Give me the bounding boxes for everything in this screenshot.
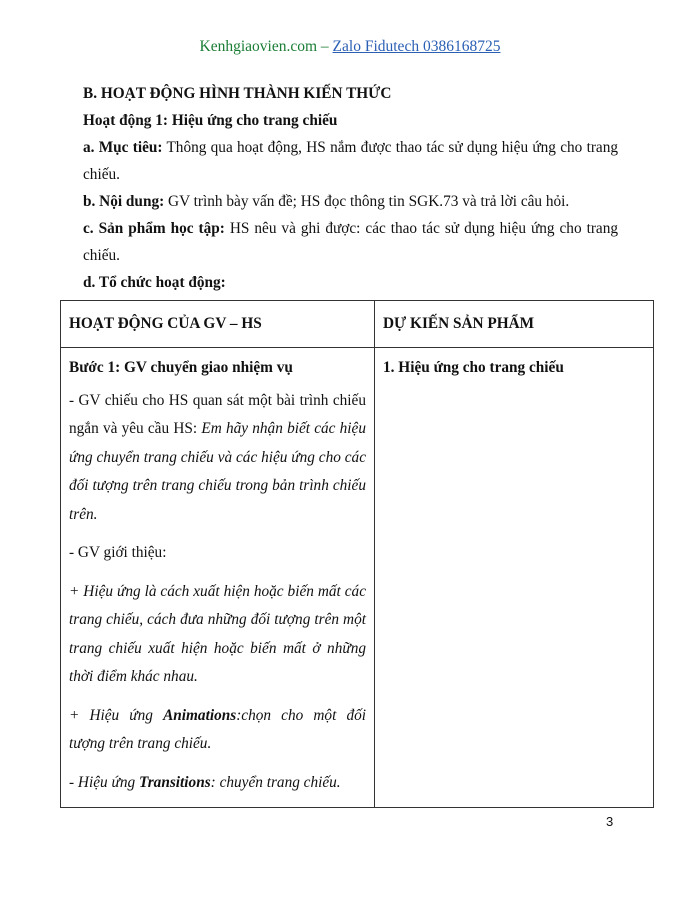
- transitions-prefix: - Hiệu ứng: [69, 773, 139, 791]
- intro-paragraph: - GV giới thiệu:: [69, 544, 167, 561]
- page-number: 3: [606, 814, 614, 829]
- table-header-product: DỰ KIẾN SẢN PHẨM: [375, 301, 654, 348]
- product-paragraph: [83, 215, 618, 269]
- goal-label: a. Mục tiêu:: [83, 139, 163, 156]
- task-paragraph: [69, 387, 366, 530]
- effect-definition: [69, 578, 366, 692]
- product-label: c. Sản phẩm học tập:: [83, 220, 225, 237]
- task-question: Em hãy nhận biết các hiệu ứng chuyển trang chiếu và các hiệu ứng cho các đối tượng trên trang chiếu trong bản trình chiếu trên.: [69, 420, 366, 523]
- effect-definition-text: + Hiệu ứng là cách xuất hiện hoặc biến mất các trang chiếu, cách đưa những đối tượng trên một trang chiếu xuất hiện hoặc biến mất ở những thời điểm khác nhau.: [69, 582, 366, 685]
- table-row: [61, 348, 654, 808]
- animations-paragraph: [69, 702, 366, 759]
- product-cell: [375, 348, 654, 808]
- goal-paragraph: [83, 134, 618, 188]
- animations-prefix: + Hiệu ứng: [69, 706, 164, 724]
- org-label: d. Tổ chức hoạt động:: [83, 274, 226, 291]
- header-zalo-link[interactable]: Zalo Fidutech 0386168725: [332, 38, 501, 55]
- activity-cell: [61, 348, 375, 808]
- product-heading: 1. Hiệu ứng cho trang chiếu: [383, 359, 564, 376]
- goal-text: Thông qua hoạt động, HS nắm được thao tác sử dụng hiệu ứng cho trang chiếu.: [83, 139, 618, 183]
- content-text: GV trình bày vấn đề; HS đọc thông tin SGK.73 và trả lời câu hỏi.: [164, 193, 570, 210]
- table-header-activity: HOẠT ĐỘNG CỦA GV – HS: [61, 301, 375, 348]
- product-text: HS nêu và ghi được: các thao tác sử dụng hiệu ứng cho trang chiếu.: [83, 220, 618, 264]
- table-header-row: [61, 301, 654, 348]
- transitions-desc: : chuyển trang chiếu.: [210, 773, 341, 791]
- activity-title: Hoạt động 1: Hiệu ứng cho trang chiếu: [83, 112, 338, 129]
- animations-term: Animations: [163, 706, 237, 724]
- transitions-paragraph: [69, 769, 366, 798]
- content-label: b. Nội dung:: [83, 193, 165, 210]
- task-text: - GV chiếu cho HS quan sát một bài trình chiếu ngắn và yêu cầu HS:: [69, 391, 366, 437]
- content-paragraph: [83, 188, 618, 215]
- activity-table: [60, 300, 654, 808]
- step-1-heading: Bước 1: GV chuyển giao nhiệm vụ: [69, 359, 293, 376]
- main-content: [83, 80, 618, 296]
- transitions-term: Transitions: [138, 773, 211, 791]
- page-header: [0, 38, 700, 56]
- header-site[interactable]: Kenhgiaovien.com: [199, 38, 318, 55]
- section-title: B. HOẠT ĐỘNG HÌNH THÀNH KIẾN THỨC: [83, 85, 392, 102]
- header-separator: –: [317, 38, 333, 55]
- animations-desc: :chọn cho một đối tượng trên trang chiếu.: [69, 706, 366, 752]
